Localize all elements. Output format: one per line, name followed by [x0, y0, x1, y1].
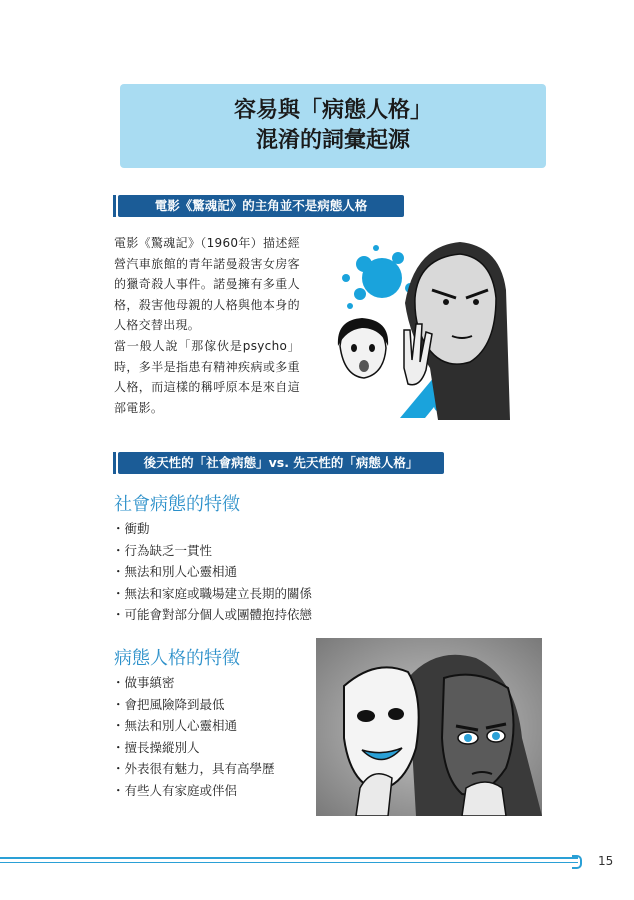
- list-item: ・ 會把風險降到最低: [112, 694, 275, 716]
- list-item: ・ 做事縝密: [112, 672, 275, 694]
- paragraph: 電影《驚魂記》（1960年）描述經營汽車旅館的青年諾曼殺害女房客的獵奇殺人事件。諾曼擁有多重人格，殺害他母親的人格與他本身的人格交替出現。: [114, 236, 300, 333]
- list-item: ・ 可能會對部分個人或團體抱持依戀: [112, 604, 312, 626]
- list-item: ・ 擅長操縱別人: [112, 737, 275, 759]
- body-text: [114, 233, 300, 418]
- masks-illustration: [316, 638, 542, 816]
- page-title-line-2: 混淆的詞彙起源: [255, 128, 410, 153]
- page-title-line-1: 容易與「病態人格」: [233, 98, 432, 123]
- list-item: ・ 無法和別人心靈相通: [112, 715, 275, 737]
- section-bar-sociopathy-vs-psychopathy: 後天性的「社會病態」vs. 先天性的「病態人格」: [118, 452, 444, 474]
- list-item: ・ 無法和家庭或職場建立長期的關係: [112, 583, 312, 605]
- footer-rule: [0, 862, 578, 863]
- title-box: [120, 84, 546, 168]
- list-item: ・ 有些人有家庭或伴侶: [112, 780, 275, 802]
- sociopathy-heading: 社會病態的特徵: [114, 494, 240, 515]
- psychopathy-list: [112, 672, 275, 802]
- list-item: ・ 無法和別人心靈相通: [112, 561, 312, 583]
- list-item: ・ 衝動: [112, 518, 312, 540]
- list-item: ・ 行為缺乏一貫性: [112, 540, 312, 562]
- footer-rule: [0, 857, 578, 859]
- paragraph: 當一般人說「那傢伙是psycho」時，多半是指患有精神疾病或多重人格，而這樣的稱呼原本是來自這部電影。: [114, 338, 300, 415]
- footer-rule-cap: [572, 855, 582, 869]
- section-bar-psycho-film: 電影《驚魂記》的主角並不是病態人格: [118, 195, 404, 217]
- psycho-film-illustration: [320, 228, 512, 420]
- list-item: ・ 外表很有魅力，具有高學歷: [112, 758, 275, 780]
- page-number: 15: [598, 854, 614, 868]
- psychopathy-heading: 病態人格的特徵: [114, 648, 240, 669]
- sociopathy-list: [112, 518, 312, 626]
